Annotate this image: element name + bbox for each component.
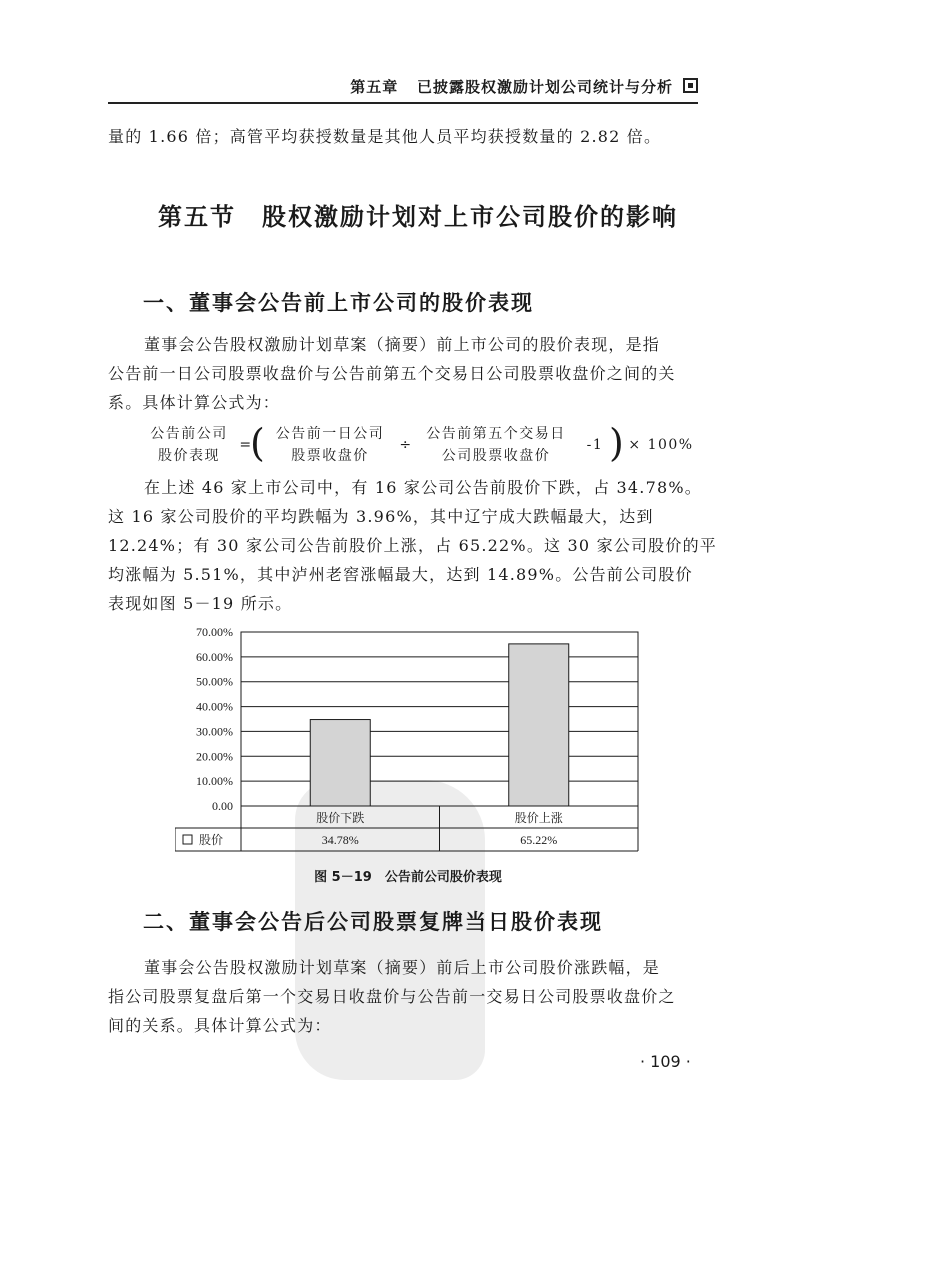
paragraph-line: 间的关系。具体计算公式为： — [108, 1016, 332, 1035]
formula-num2-top: 公告前第五个交易日 — [426, 426, 566, 442]
header-chapter: 第五章 — [350, 78, 399, 96]
y-tick-label: 40.00% — [196, 699, 233, 714]
y-tick-label: 0.00 — [212, 799, 233, 813]
category-label: 股价下跌 — [316, 811, 365, 825]
bar — [310, 720, 370, 806]
subsection1-heading: 一、董事会公告前上市公司的股价表现 — [143, 291, 534, 315]
bar — [509, 644, 569, 806]
paragraph-line: 12.24%；有 30 家公司公告前股价上涨，占 65.22%。这 30 家公司股价的平 — [108, 536, 717, 555]
y-tick-label: 60.00% — [196, 649, 233, 664]
formula-right-paren: ) — [609, 421, 626, 465]
data-label: 65.22% — [520, 833, 558, 847]
y-tick-label: 10.00% — [196, 774, 233, 789]
formula-equals: = — [239, 437, 253, 453]
formula-lhs-top: 公告前公司 — [150, 426, 228, 442]
price-formula — [140, 421, 720, 469]
paragraph-line: 系。具体计算公式为： — [108, 393, 281, 412]
header-square-icon — [683, 78, 698, 93]
plot-frame — [241, 632, 638, 806]
header-title: 已披露股权激励计划公司统计与分析 — [416, 78, 673, 96]
y-tick-label: 50.00% — [196, 674, 233, 689]
intro-line: 量的 1.66 倍；高管平均获授数量是其他人员平均获授数量的 2.82 倍。 — [108, 127, 662, 146]
paragraph-line: 董事会公告股权激励计划草案（摘要）前后上市公司股价涨跌幅，是 — [144, 958, 661, 977]
y-tick-label: 20.00% — [196, 749, 233, 764]
formula-num1-bottom: 股票收盘价 — [291, 448, 369, 464]
y-tick-label: 70.00% — [196, 625, 233, 639]
paragraph-line: 指公司股票复盘后第一个交易日收盘价与公告前一交易日公司股票收盘价之 — [108, 987, 676, 1006]
formula-lhs-bottom: 股价表现 — [158, 448, 220, 464]
page-number: · 109 · — [640, 1052, 691, 1071]
paragraph-line: 这 16 家公司股价的平均跌幅为 3.96%，其中辽宁成大跌幅最大，达到 — [108, 507, 654, 526]
formula-minus-one: -1 — [586, 437, 604, 453]
data-label: 34.78% — [321, 833, 359, 847]
figure-caption: 图 5－19 公告前公司股价表现 — [314, 870, 502, 885]
subsection1-paragraph — [108, 330, 718, 417]
paragraph-line: 董事会公告股权激励计划草案（摘要）前上市公司的股价表现，是指 — [144, 335, 661, 354]
paragraph-line: 在上述 46 家上市公司中，有 16 家公司公告前股价下跌，占 34.78%。 — [144, 478, 702, 497]
formula-num2-bottom: 公司股票收盘价 — [441, 448, 551, 464]
formula-left-paren: ( — [250, 421, 267, 465]
paragraph-line: 公告前一日公司股票收盘价与公告前第五个交易日公司股票收盘价之间的关 — [108, 364, 676, 383]
subsection2-paragraph — [108, 953, 718, 1040]
category-label: 股价上涨 — [514, 811, 563, 825]
stock-price-bar-chart — [175, 622, 645, 858]
formula-times-100: × 100% — [628, 437, 694, 453]
formula-divide: ÷ — [399, 437, 413, 453]
y-tick-label: 30.00% — [196, 724, 233, 739]
section-title: 第五节 股权激励计划对上市公司股价的影响 — [158, 203, 678, 231]
legend-label: 股价 — [199, 833, 224, 847]
formula-num1-top: 公告前一日公司 — [275, 426, 385, 442]
stats-paragraph — [108, 473, 718, 618]
running-header — [108, 76, 698, 104]
paragraph-line: 表现如图 5－19 所示。 — [108, 594, 293, 613]
paragraph-line: 均涨幅为 5.51%，其中泸州老窖涨幅最大，达到 14.89%。公告前公司股价 — [108, 565, 693, 584]
legend-swatch — [183, 835, 192, 844]
subsection2-heading: 二、董事会公告后公司股票复牌当日股价表现 — [143, 910, 603, 934]
